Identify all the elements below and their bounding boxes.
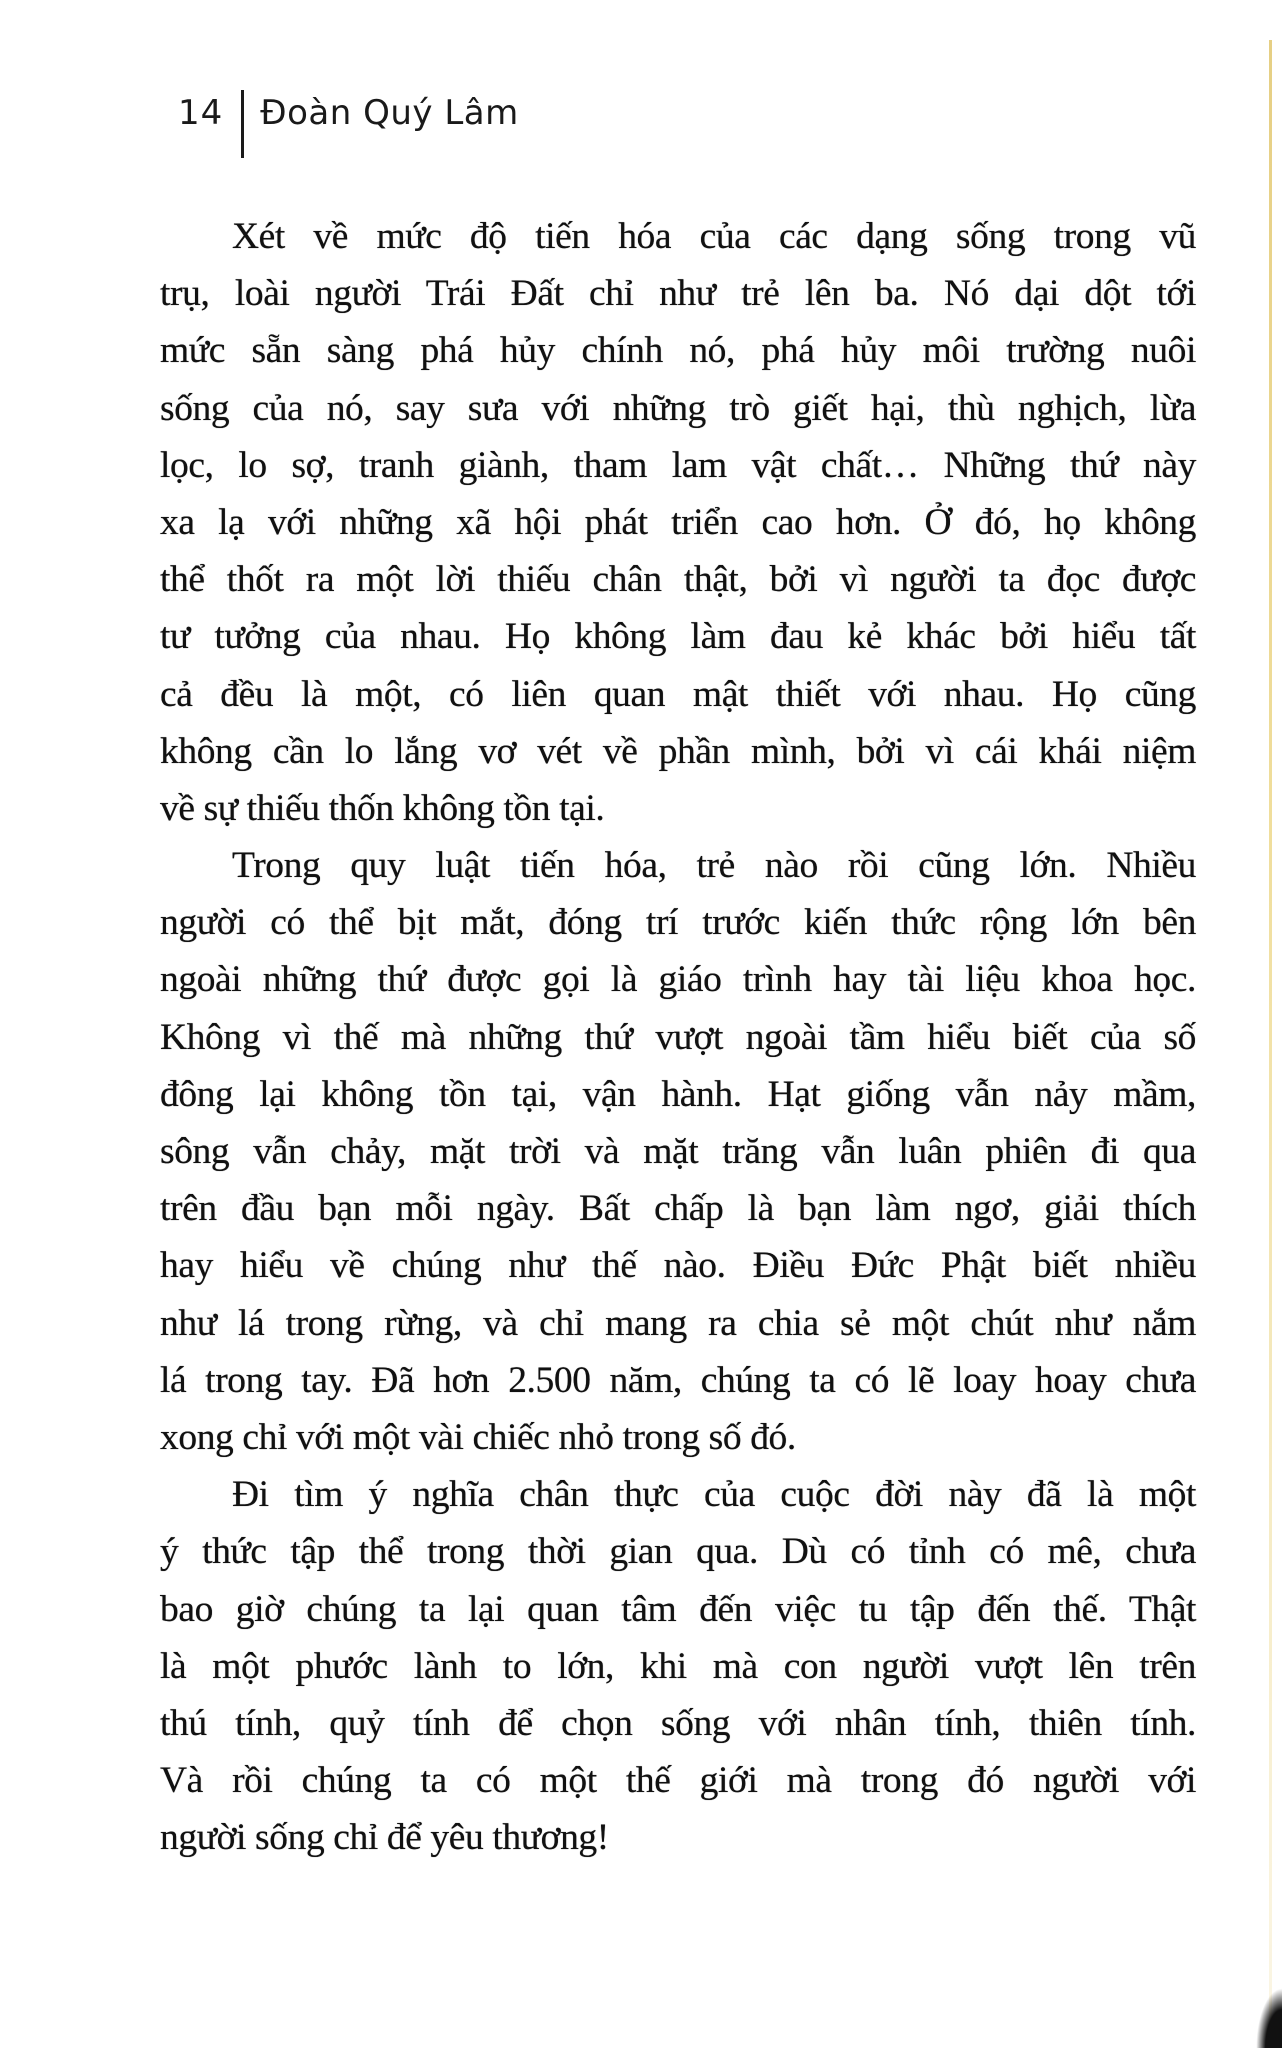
text-line: sông vẫn chảy, mặt trời và mặt trăng vẫn luân phiên đi qua <box>160 1131 1196 1172</box>
text-line: Không vì thế mà những thứ vượt ngoài tầm hiểu biết của số <box>160 1016 1196 1058</box>
text-line: ý thức tập thể trong thời gian qua. Dù có tỉnh có mê, chưa <box>160 1531 1196 1573</box>
text-line: Trong quy luật tiến hóa, trẻ nào rồi cũng lớn. Nhiều <box>232 845 1196 887</box>
running-head-author: Đoàn Quý Lâm <box>260 93 519 133</box>
text-line: Và rồi chúng ta có một thế giới mà trong đó người với <box>160 1760 1196 1802</box>
text-line: xong chỉ với một vài chiếc nhỏ trong số đó. <box>160 1416 796 1458</box>
paragraph-2 <box>160 837 1196 1466</box>
text-line: Đi tìm ý nghĩa chân thực của cuộc đời này đã là một <box>232 1474 1196 1516</box>
text-line: hay hiểu về chúng như thế nào. Điều Đức Phật biết nhiều <box>160 1245 1196 1287</box>
text-line: đông lại không tồn tại, vận hành. Hạt giống vẫn nảy mầm, <box>160 1073 1196 1115</box>
text-line: lá trong tay. Đã hơn 2.500 năm, chúng ta có lẽ loay hoay chưa <box>160 1359 1196 1401</box>
text-line: Xét về mức độ tiến hóa của các dạng sống trong vũ <box>232 216 1196 257</box>
page-header <box>178 78 519 148</box>
text-line: lọc, lo sợ, tranh giành, tham lam vật chất… Những thứ này <box>160 444 1196 486</box>
text-line: trên đầu bạn mỗi ngày. Bất chấp là bạn làm ngơ, giải thích <box>160 1188 1196 1230</box>
page-edge-line <box>1269 40 1272 2030</box>
text-line: cả đều là một, có liên quan mật thiết với nhau. Họ cũng <box>160 673 1196 715</box>
text-line: người có thể bịt mắt, đóng trí trước kiến thức rộng lớn bên <box>160 902 1196 944</box>
text-line: xa lạ với những xã hội phát triển cao hơn. Ở đó, họ không <box>160 501 1196 543</box>
text-line: mức sẵn sàng phá hủy chính nó, phá hủy môi trường nuôi <box>160 330 1196 372</box>
text-line: là một phước lành to lớn, khi mà con người vượt lên trên <box>160 1645 1196 1687</box>
text-line: ngoài những thứ được gọi là giáo trình hay tài liệu khoa học. <box>160 959 1196 1001</box>
page-number: 14 <box>178 93 224 133</box>
paragraph-1 <box>160 208 1196 837</box>
body-text <box>160 208 1196 1866</box>
text-line: tư tưởng của nhau. Họ không làm đau kẻ khác bởi hiểu tất <box>160 616 1196 658</box>
text-line: về sự thiếu thốn không tồn tại. <box>160 787 605 829</box>
text-line: như lá trong rừng, và chỉ mang ra chia sẻ một chút như nắm <box>160 1302 1196 1344</box>
text-line: trụ, loài người Trái Đất chỉ như trẻ lên ba. Nó dại dột tới <box>160 273 1196 315</box>
text-line: người sống chỉ để yêu thương! <box>160 1817 609 1859</box>
text-line: thể thốt ra một lời thiếu chân thật, bởi vì người ta đọc được <box>160 559 1196 601</box>
text-line: thú tính, quỷ tính để chọn sống với nhân tính, thiên tính. <box>160 1702 1196 1744</box>
paragraph-3 <box>160 1466 1196 1866</box>
text-line: sống của nó, say sưa với những trò giết hại, thù nghịch, lừa <box>160 387 1196 429</box>
text-line: không cần lo lắng vơ vét về phần mình, bởi vì cái khái niệm <box>160 730 1196 772</box>
page-corner-shadow <box>1256 1988 1282 2048</box>
text-line: bao giờ chúng ta lại quan tâm đến việc tu tập đến thế. Thật <box>160 1588 1196 1630</box>
